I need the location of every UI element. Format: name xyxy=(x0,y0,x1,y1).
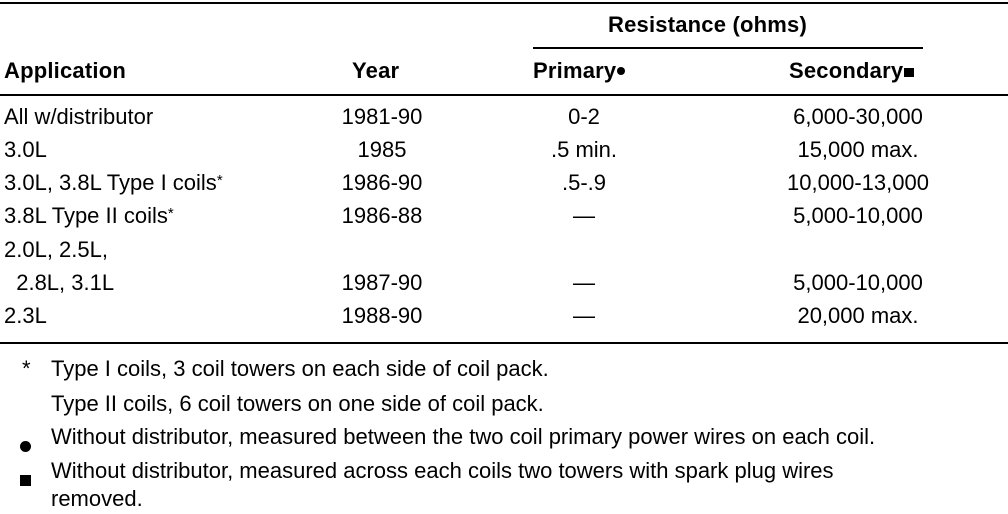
cell-secondary: 5,000-10,000 xyxy=(793,270,923,295)
square-icon xyxy=(904,68,914,77)
asterisk-mark: * xyxy=(167,205,174,222)
header-primary: Primary xyxy=(533,58,617,83)
cell-application: 2.0L, 2.5L, xyxy=(4,237,108,262)
cell-application-wrap xyxy=(4,203,174,229)
cell-application: 2.3L xyxy=(4,303,47,328)
cell-year: 1981-90 xyxy=(341,104,423,129)
footnote-dot-marker xyxy=(20,432,31,458)
top-rule xyxy=(0,2,1008,4)
dot-icon xyxy=(617,67,625,75)
cell-primary: 0-2 xyxy=(568,104,600,129)
cell-primary: — xyxy=(573,270,595,295)
cell-year: 1987-90 xyxy=(341,270,423,295)
footnote-asterisk-line2: Type II coils, 6 coil towers on one side of coil pack. xyxy=(51,391,544,416)
cell-secondary: 15,000 max. xyxy=(797,137,919,162)
cell-year: 1985 xyxy=(357,137,407,162)
cell-year: 1988-90 xyxy=(341,303,423,328)
group-underline xyxy=(533,47,923,49)
header-rule xyxy=(0,94,1008,96)
asterisk-mark: * xyxy=(216,172,223,189)
cell-application: 3.0L xyxy=(4,137,47,162)
footnote-asterisk-line1: Type I coils, 3 coil towers on each side of coil pack. xyxy=(51,356,549,381)
cell-secondary: 5,000-10,000 xyxy=(793,203,923,228)
cell-primary: .5-.9 xyxy=(561,170,607,195)
cell-application: All w/distributor xyxy=(4,104,154,129)
footnote-asterisk-marker: * xyxy=(22,356,31,381)
cell-application: 3.8L Type II coils xyxy=(4,203,168,228)
cell-primary: — xyxy=(573,203,595,228)
cell-application: 3.0L, 3.8L Type I coils xyxy=(4,170,217,195)
cell-year: 1986-90 xyxy=(341,170,423,195)
cell-application-wrap xyxy=(4,170,223,196)
cell-secondary: 6,000-30,000 xyxy=(793,104,923,129)
cell-year: 1986-88 xyxy=(341,203,423,228)
header-secondary: Secondary xyxy=(789,58,904,83)
header-primary-wrap xyxy=(533,58,625,84)
header-application: Application xyxy=(4,58,126,83)
footnote-square-line1: Without distributor, measured across each coils two towers with spark plug wires xyxy=(51,458,834,483)
square-icon xyxy=(20,475,31,486)
cell-primary: — xyxy=(573,303,595,328)
header-year: Year xyxy=(352,58,400,83)
cell-secondary: 20,000 max. xyxy=(797,303,919,328)
header-secondary-wrap xyxy=(789,58,914,84)
footnote-square-marker xyxy=(20,466,31,492)
cell-primary: .5 min. xyxy=(550,137,618,162)
footnote-square-line2: removed. xyxy=(51,486,143,511)
cell-application: 2.8L, 3.1L xyxy=(4,270,115,295)
dot-icon xyxy=(20,441,31,452)
cell-secondary: 10,000-13,000 xyxy=(787,170,929,195)
footnote-dot-text: Without distributor, measured between the two coil primary power wires on each coil. xyxy=(51,424,876,449)
header-resistance-group: Resistance (ohms) xyxy=(608,12,808,37)
bottom-rule xyxy=(0,342,1008,344)
